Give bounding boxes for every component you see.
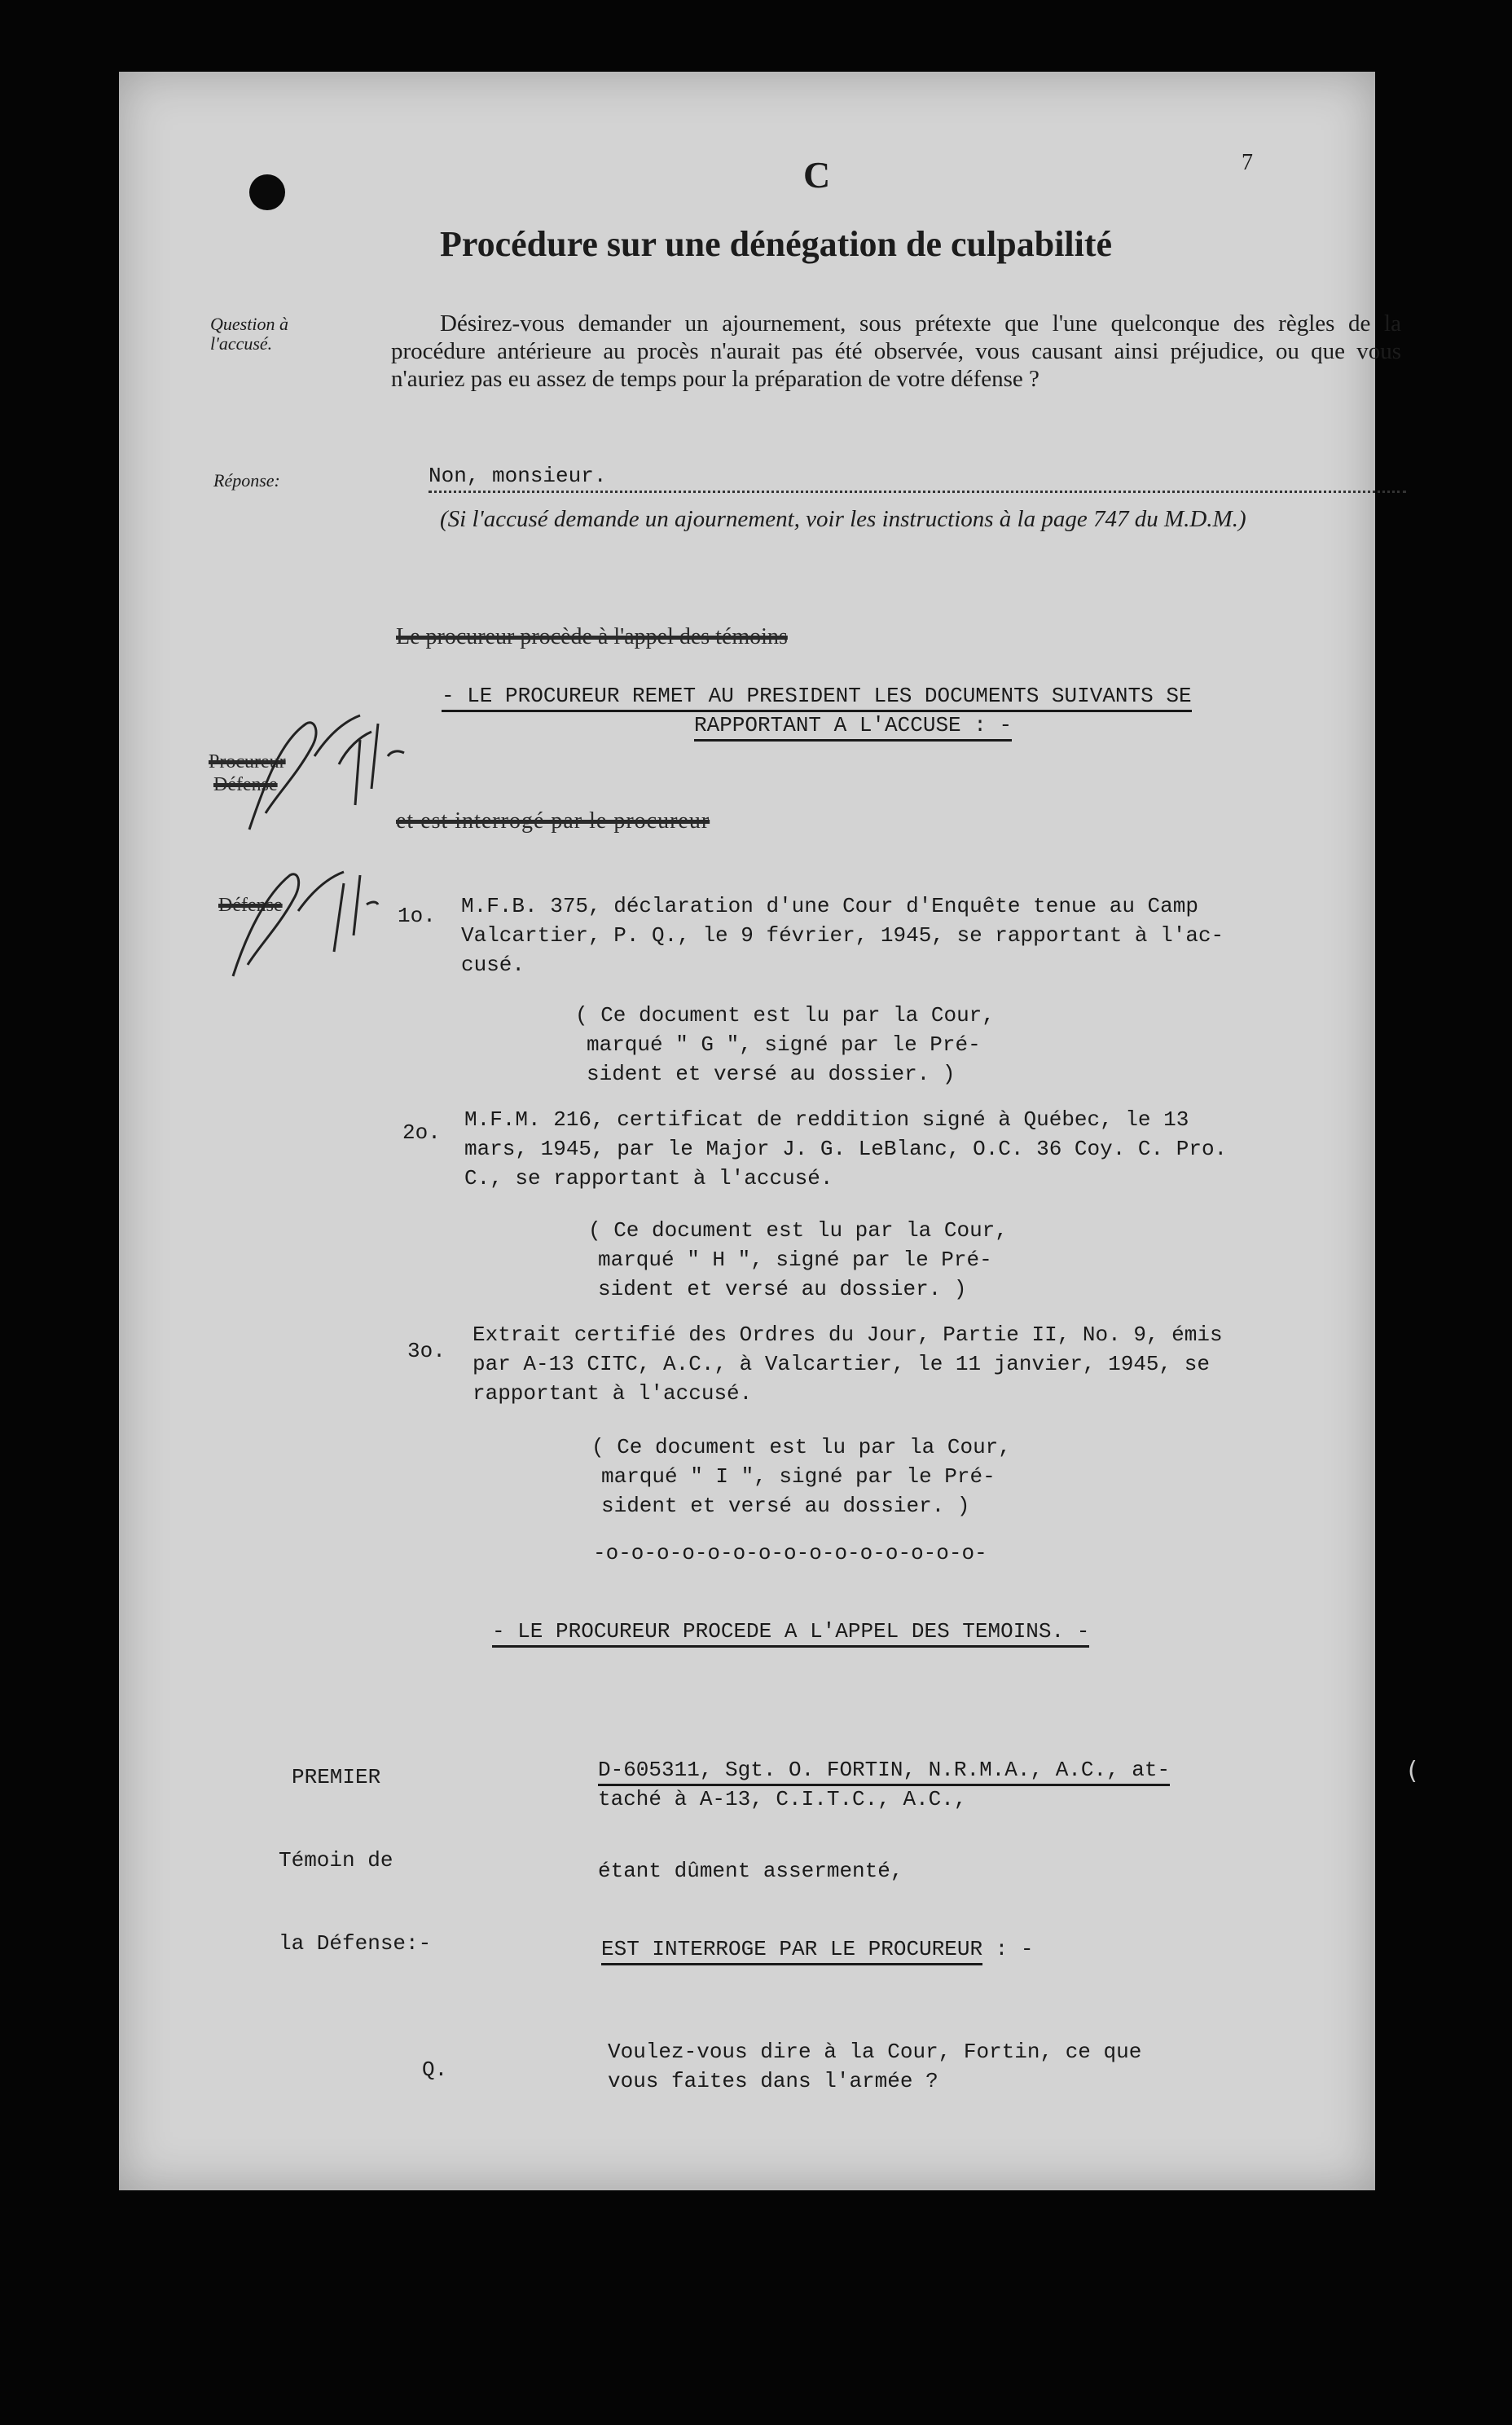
struck-line-2: et est interrogé par le procureur: [396, 808, 710, 834]
document-1-line-1: M.F.B. 375, déclaration d'une Cour d'Enquête tenue au Camp: [461, 894, 1198, 918]
document-2-note-2: marqué " H ", signé par le Pré-: [598, 1248, 992, 1272]
witness-heading: - LE PROCUREUR PROCEDE A L'APPEL DES TEMOINS. -: [492, 1617, 1089, 1646]
punch-hole: [249, 174, 285, 210]
document-2-line-1: M.F.M. 216, certificat de reddition signé à Québec, le 13: [464, 1107, 1189, 1132]
response-answer: Non, monsieur.: [429, 461, 1406, 493]
handwritten-initials-1: [217, 691, 412, 838]
handwritten-initials-2: [200, 846, 380, 984]
witness-sworn: étant dûment assermenté,: [598, 1859, 903, 1883]
document-page: [119, 72, 1401, 2190]
document-3-note-2: marqué " I ", signé par le Pré-: [601, 1464, 996, 1489]
document-2-line-3: C., se rapportant à l'accusé.: [464, 1166, 833, 1190]
page-number: 7: [1242, 150, 1253, 175]
page-title: Procédure sur une dénégation de culpabilité: [440, 224, 1113, 264]
document-3-line-1: Extrait certifié des Ordres du Jour, Partie II, No. 9, émis: [472, 1323, 1223, 1347]
document-1-note-1: ( Ce document est lu par la Cour,: [575, 1003, 995, 1028]
document-1-number: 1o.: [398, 904, 436, 928]
question-side-label: Question à l'accusé.: [210, 314, 288, 354]
document-2-number: 2o.: [402, 1120, 441, 1145]
question-line-2: vous faites dans l'armée ?: [608, 2069, 938, 2093]
instruction-text: (Si l'accusé demande un ajournement, voir les instructions à la page 747 du M.D.M.): [440, 506, 1246, 532]
struck-line-1: Le procureur procède à l'appel des témoins: [396, 624, 788, 649]
document-1-line-2: Valcartier, P. Q., le 9 février, 1945, se rapportant à l'ac-: [461, 923, 1224, 948]
edge-mark: (: [1408, 1757, 1418, 1785]
document-1-note-2: marqué " G ", signé par le Pré-: [587, 1032, 981, 1057]
witness-id-line-1: D-605311, Sgt. O. FORTIN, N.R.M.A., A.C., at-: [598, 1755, 1170, 1785]
struck-left-3: Défense: [218, 895, 283, 916]
document-3-note-3: sident et versé au dossier. ): [601, 1494, 970, 1518]
witness-examined: EST INTERROGE PAR LE PROCUREUR : -: [601, 1934, 1034, 1964]
document-1-line-3: cusé.: [461, 953, 525, 977]
document-1-note-3: sident et versé au dossier. ): [587, 1062, 956, 1086]
question-label: Q.: [422, 2058, 448, 2082]
section-letter: C: [803, 154, 831, 196]
documents-heading-line-2: RAPPORTANT A L'ACCUSE : -: [694, 711, 1012, 740]
response-label: Réponse:: [213, 470, 280, 491]
document-3-number: 3o.: [407, 1339, 446, 1363]
document-3-line-2: par A-13 CITC, A.C., à Valcartier, le 11 janvier, 1945, se: [472, 1352, 1210, 1376]
struck-left-1: Procureur: [209, 751, 286, 772]
struck-left-2: Défense: [213, 774, 278, 795]
document-2-line-2: mars, 1945, par le Major J. G. LeBlanc, O.C. 36 Coy. C. Pro.: [464, 1137, 1228, 1161]
witness-id-line-2: taché à A-13, C.I.T.C., A.C.,: [598, 1787, 967, 1811]
separator-line: -o-o-o-o-o-o-o-o-o-o-o-o-o-o-o-: [593, 1541, 987, 1565]
question-line-1: Voulez-vous dire à la Cour, Fortin, ce que: [608, 2040, 1142, 2064]
document-3-note-1: ( Ce document est lu par la Cour,: [591, 1435, 1011, 1459]
document-2-note-1: ( Ce document est lu par la Cour,: [588, 1218, 1008, 1243]
documents-heading-line-1: - LE PROCUREUR REMET AU PRESIDENT LES DOCUMENTS SUIVANTS SE: [442, 681, 1192, 711]
witness-label: PREMIER Témoin de la Défense:-: [279, 1765, 432, 1956]
question-text: Désirez-vous demander un ajournement, sous prétexte que l'une quelconque des règles de la procédure antérieure au procès n'aurait pas été observée, vous causant ainsi préjudice, ou que vous n'auriez pas eu assez de temps pour la préparation de votre défense ?: [391, 310, 1401, 392]
document-3-line-3: rapportant à l'accusé.: [472, 1381, 753, 1406]
document-2-note-3: sident et versé au dossier. ): [598, 1277, 967, 1301]
